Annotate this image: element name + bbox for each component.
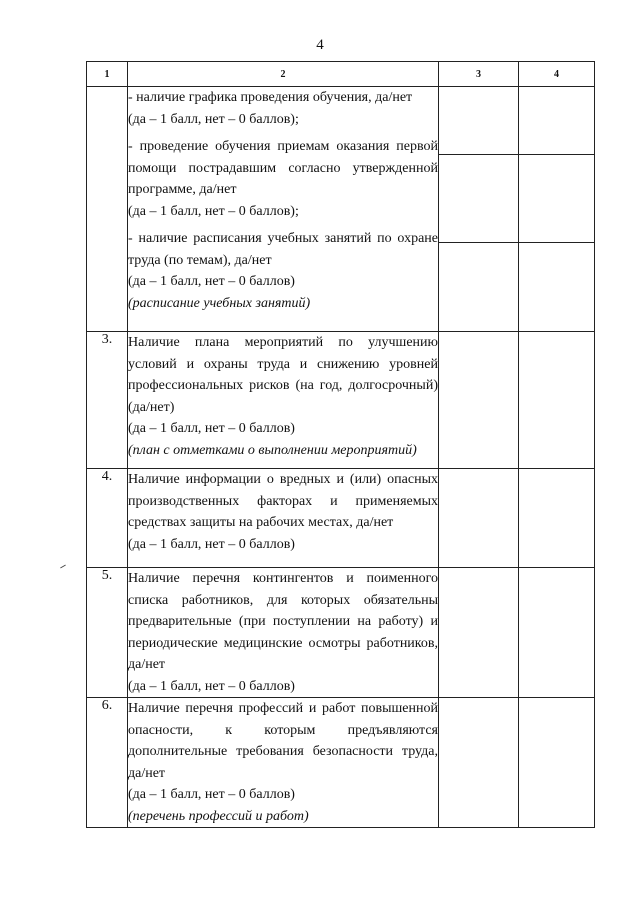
row-number-cell: [87, 87, 128, 332]
sub-cell: [439, 243, 518, 331]
column-3-cell: [439, 332, 519, 469]
sub-cell: [439, 87, 518, 155]
table-row: [87, 332, 595, 469]
criterion-cell: [128, 469, 439, 568]
scan-mark: [60, 565, 66, 569]
column-3-cell: [439, 87, 519, 332]
criterion-score: (да – 1 балл, нет – 0 баллов): [128, 421, 295, 436]
column-4-cell: [519, 332, 595, 469]
criterion-item: - наличие расписания учебных занятий по охране труда (по темам), да/нет: [128, 231, 438, 268]
sub-cell: [519, 243, 594, 331]
column-header-3: 3: [439, 62, 519, 87]
criterion-score: (да – 1 балл, нет – 0 баллов): [128, 274, 295, 289]
criterion-cell: [128, 698, 439, 828]
criterion-score: (да – 1 балл, нет – 0 баллов);: [128, 111, 299, 127]
column-3-cell: [439, 568, 519, 698]
criterion-evidence-note: (расписание учебных занятий): [128, 295, 311, 311]
column-4-cell: [519, 469, 595, 568]
criterion-score: (да – 1 балл, нет – 0 баллов): [128, 787, 295, 802]
row-number-cell: 5.: [87, 568, 128, 698]
criterion-score: (да – 1 балл, нет – 0 баллов): [128, 678, 295, 694]
column-header-2: 2: [128, 62, 439, 87]
sub-cell: [519, 87, 594, 155]
criteria-table: [86, 61, 595, 828]
column-4-cell: [519, 568, 595, 698]
column-4-cell: [519, 698, 595, 828]
table-row: [87, 698, 595, 828]
column-header-1: 1: [87, 62, 128, 87]
row-number-cell: 4.: [87, 469, 128, 568]
criterion-score: (да – 1 балл, нет – 0 баллов): [128, 536, 295, 552]
row-number-cell: 3.: [87, 332, 128, 469]
column-3-cell: [439, 698, 519, 828]
table-row: [87, 469, 595, 568]
criterion-text: Наличие перечня контингентов и поименного списка работников, для которых обязательны предварительные (при поступлении на работу) и периодические медицинские осмотры работников, да/нет: [128, 571, 438, 672]
criterion-evidence-note: (перечень профессий и работ): [128, 808, 309, 824]
criterion-item: - проведение обучения приемам оказания первой помощи пострадавшим согласно утвержденной программе, да/нет: [128, 139, 438, 197]
page-number: 4: [316, 37, 324, 53]
criterion-score: (да – 1 балл, нет – 0 баллов);: [128, 203, 299, 219]
sub-cell: [519, 155, 594, 243]
criterion-text: Наличие информации о вредных и (или) опасных производственных факторах и применяемых средствах защиты на рабочих местах, да/нет: [128, 472, 438, 530]
table-header-row: [87, 62, 595, 87]
criterion-evidence-note: (план с отметками о выполнении мероприятий): [128, 442, 417, 458]
column-3-cell: [439, 469, 519, 568]
criterion-cell: [128, 87, 439, 332]
column-header-4: 4: [519, 62, 595, 87]
criterion-cell: [128, 568, 439, 698]
table-row: [87, 87, 595, 332]
criterion-cell: [128, 332, 439, 469]
criterion-text: Наличие перечня профессий и работ повышенной опасности, к которым предъявляются дополнительные требования безопасности труда, да/нет: [128, 701, 438, 781]
table-row: [87, 568, 595, 698]
criterion-text: Наличие плана мероприятий по улучшению условий и охраны труда и снижению уровней профессиональных рисков (на год, долгосрочный) (да/нет): [128, 335, 438, 415]
criterion-item: - наличие графика проведения обучения, да/нет: [128, 90, 413, 105]
sub-cell: [439, 155, 518, 243]
row-number-cell: 6.: [87, 698, 128, 828]
column-4-cell: [519, 87, 595, 332]
